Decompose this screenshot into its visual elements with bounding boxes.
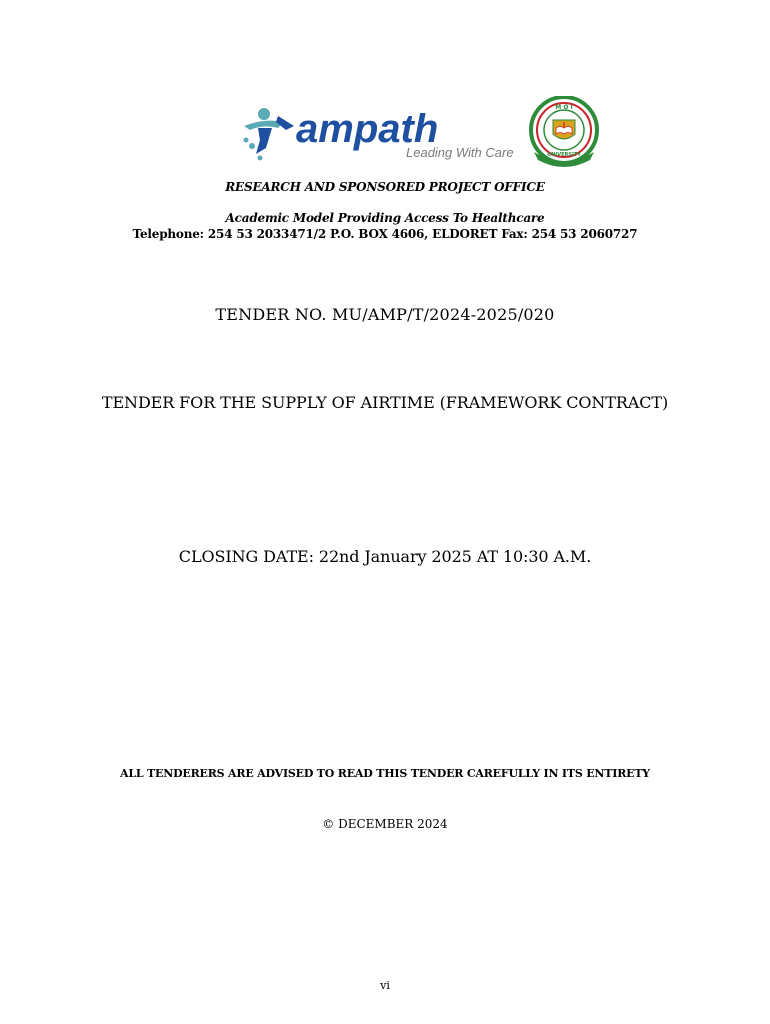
contact-line: Telephone: 254 53 2033471/2 P.O. BOX 4606, ELDORET Fax: 254 53 2060727 [132, 227, 638, 241]
seal-ring-text: UNIVERSITY [547, 152, 581, 158]
ampath-tagline: Leading With Care [406, 145, 514, 160]
model-subtitle: Academic Model Providing Access To Healthcare [225, 211, 545, 225]
copyright-notice: © DECEMBER 2024 [322, 817, 448, 831]
header-logos [238, 96, 608, 168]
closing-date: CLOSING DATE: 22nd January 2025 AT 10:30 A.M. [178, 547, 592, 566]
ampath-figure-icon [244, 108, 295, 161]
seal-top-text: M O I [555, 104, 573, 111]
page-number: vi [380, 979, 390, 992]
tender-title: TENDER FOR THE SUPPLY OF AIRTIME (FRAMEWORK CONTRACT) [101, 393, 669, 412]
moi-university-seal [531, 97, 597, 167]
ampath-wordmark: ampath [296, 107, 439, 151]
ampath-moi-logo [238, 96, 608, 168]
office-heading: RESEARCH AND SPONSORED PROJECT OFFICE [225, 180, 545, 194]
tender-number: TENDER NO. MU/AMP/T/2024-2025/020 [215, 305, 555, 324]
tenderer-advice: ALL TENDERERS ARE ADVISED TO READ THIS TENDER CAREFULLY IN ITS ENTIRETY [120, 767, 650, 780]
